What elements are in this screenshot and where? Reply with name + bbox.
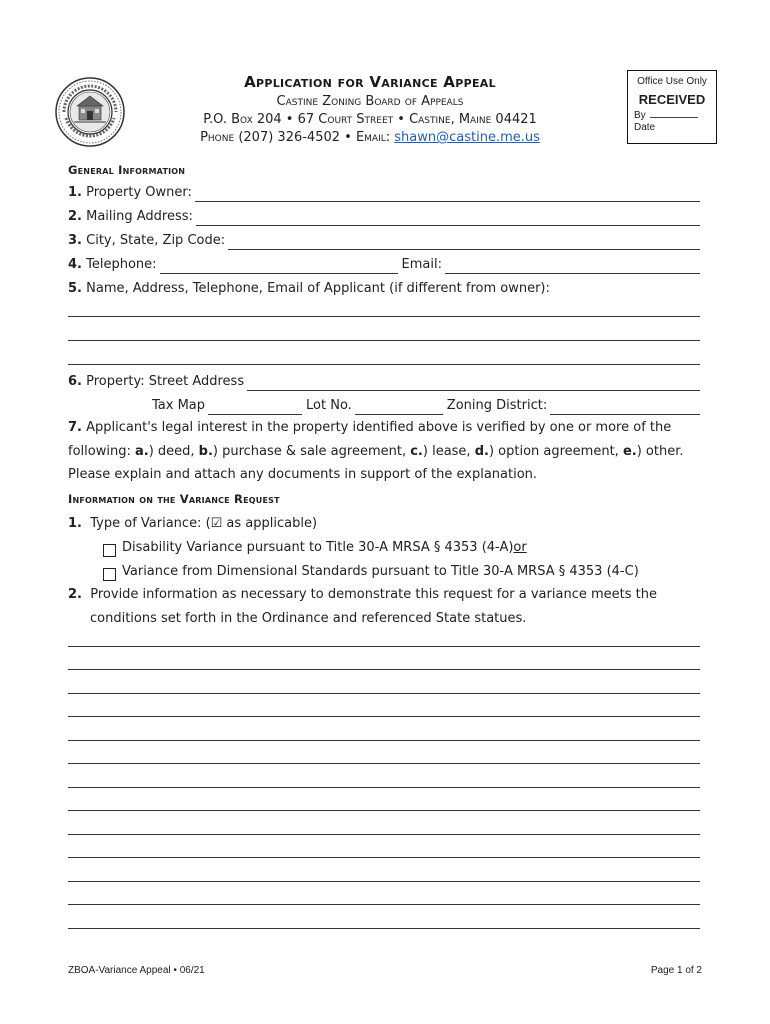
q5-number: 5. bbox=[68, 281, 82, 296]
disability-variance-label: Disability Variance pursuant to Title 30-A MRSA § 4353 (4-A) bbox=[122, 540, 514, 555]
option-e-text: ) other. bbox=[636, 443, 684, 459]
response-line-12[interactable] bbox=[68, 904, 700, 905]
variance-type-row bbox=[68, 515, 700, 533]
response-line-4[interactable] bbox=[68, 716, 700, 717]
applicant-line-1[interactable] bbox=[68, 316, 700, 317]
phone-number: (207) 326-4502 • bbox=[234, 130, 356, 145]
street-address-label: Property: Street Address bbox=[86, 374, 245, 389]
response-line-1[interactable] bbox=[68, 646, 700, 647]
mailing-address-row bbox=[68, 208, 700, 226]
response-line-11[interactable] bbox=[68, 881, 700, 882]
office-date-label: Date bbox=[634, 122, 656, 133]
provide-info-paragraph bbox=[68, 583, 700, 630]
legal-interest-line-3: Please explain and attach any documents in support of the explanation. bbox=[68, 467, 538, 482]
provide-info-line-2: conditions set forth in the Ordinance and referenced State statues. bbox=[90, 610, 527, 626]
legal-interest-paragraph bbox=[68, 416, 700, 487]
option-c-text: ) lease, bbox=[422, 443, 475, 459]
telephone-row bbox=[68, 256, 700, 274]
lot-no-label: Lot No. bbox=[306, 398, 352, 413]
legal-interest-text: Applicant's legal interest in the property identified above is verified by one or more of the bbox=[86, 420, 672, 435]
option-b-letter: b. bbox=[198, 443, 213, 459]
lot-no-field[interactable] bbox=[355, 401, 443, 415]
option-b-text: ) purchase & sale agreement, bbox=[212, 443, 411, 459]
response-line-7[interactable] bbox=[68, 787, 700, 788]
tax-map-field[interactable] bbox=[208, 401, 302, 415]
office-by-label: By bbox=[634, 110, 646, 121]
response-line-5[interactable] bbox=[68, 740, 700, 741]
response-line-8[interactable] bbox=[68, 810, 700, 811]
telephone-field[interactable] bbox=[160, 260, 398, 274]
mailing-address-label: Mailing Address: bbox=[86, 209, 193, 224]
email-label: Email: bbox=[355, 130, 395, 145]
form-id: ZBOA-Variance Appeal • 06/21 bbox=[68, 965, 205, 976]
or-text: or bbox=[513, 540, 527, 555]
office-use-label: Office Use Only bbox=[637, 76, 707, 87]
office-by-field[interactable] bbox=[650, 109, 698, 118]
board-name: Castine Zoning Board of Appeals bbox=[276, 94, 464, 109]
contact-line bbox=[150, 129, 590, 147]
office-date-line bbox=[634, 122, 710, 134]
city-state-zip-field[interactable] bbox=[228, 236, 700, 250]
legal-interest-line-1 bbox=[68, 416, 700, 440]
document-header bbox=[150, 72, 590, 147]
option-d-letter: d. bbox=[474, 443, 489, 459]
response-line-10[interactable] bbox=[68, 857, 700, 858]
q4-number: 4. bbox=[68, 257, 82, 272]
property-owner-field[interactable] bbox=[195, 188, 700, 202]
option-a-letter: a. bbox=[134, 443, 149, 459]
dimensional-variance-option bbox=[103, 563, 700, 581]
email-field-label: Email: bbox=[401, 257, 442, 272]
option-c-letter: c. bbox=[410, 443, 423, 459]
variance-type-label: Type of Variance: (☑ as applicable) bbox=[90, 516, 318, 531]
telephone-label: Telephone: bbox=[86, 257, 157, 272]
zoning-district-field[interactable] bbox=[550, 401, 700, 415]
page-number: Page 1 of 2 bbox=[650, 965, 702, 976]
following-text: following: bbox=[68, 443, 135, 459]
applicant-line-3[interactable] bbox=[68, 364, 700, 365]
disability-variance-checkbox[interactable] bbox=[103, 544, 116, 557]
response-line-6[interactable] bbox=[68, 763, 700, 764]
dimensional-variance-checkbox[interactable] bbox=[103, 568, 116, 581]
disability-variance-option bbox=[103, 539, 700, 557]
legal-interest-line-2 bbox=[68, 440, 700, 464]
city-state-zip-row bbox=[68, 232, 700, 250]
property-street-row bbox=[68, 373, 700, 391]
q6-number: 6. bbox=[68, 374, 82, 389]
response-line-2[interactable] bbox=[68, 669, 700, 670]
general-info-heading: General Information bbox=[68, 163, 186, 177]
applicant-row bbox=[68, 280, 700, 298]
response-line-13[interactable] bbox=[68, 928, 700, 929]
option-a-text: ) deed, bbox=[148, 443, 199, 459]
response-line-3[interactable] bbox=[68, 693, 700, 694]
phone-label: Phone bbox=[200, 130, 235, 145]
q2-number: 2. bbox=[68, 209, 82, 224]
response-line-9[interactable] bbox=[68, 834, 700, 835]
city-state-zip-label: City, State, Zip Code: bbox=[86, 233, 226, 248]
v2-number: 2. bbox=[68, 587, 82, 602]
tax-map-label: Tax Map bbox=[152, 398, 206, 413]
v1-number: 1. bbox=[68, 516, 82, 531]
zoning-district-label: Zoning District: bbox=[446, 398, 548, 413]
option-e-letter: e. bbox=[622, 443, 637, 459]
provide-info-text: Provide information as necessary to demonstrate this request for a variance meets the bbox=[90, 587, 657, 602]
provide-info-line-1 bbox=[68, 583, 700, 607]
property-owner-label: Property Owner: bbox=[86, 185, 192, 200]
option-d-text: ) option agreement, bbox=[488, 443, 623, 459]
mailing-address: P.O. Box 204 • 67 Court Street • Castine, Maine 04421 bbox=[203, 112, 537, 127]
town-seal-icon bbox=[54, 76, 126, 148]
mailing-address-field[interactable] bbox=[196, 212, 700, 226]
office-by-line bbox=[634, 109, 710, 122]
property-details-row bbox=[152, 397, 700, 415]
office-use-box bbox=[627, 70, 717, 144]
email-link[interactable]: shawn@castine.me.us bbox=[394, 130, 540, 145]
street-address-field[interactable] bbox=[247, 377, 700, 391]
received-stamp: RECEIVED bbox=[638, 92, 706, 107]
email-field[interactable] bbox=[445, 260, 700, 274]
applicant-line-2[interactable] bbox=[68, 340, 700, 341]
q3-number: 3. bbox=[68, 233, 82, 248]
dimensional-variance-label: Variance from Dimensional Standards pursuant to Title 30-A MRSA § 4353 (4-C) bbox=[122, 564, 639, 579]
q1-number: 1. bbox=[68, 185, 82, 200]
q7-number: 7. bbox=[68, 420, 82, 435]
applicant-label: Name, Address, Telephone, Email of Applicant (if different from owner): bbox=[86, 281, 550, 296]
variance-info-heading: Information on the Variance Request bbox=[68, 492, 280, 506]
page-title: Application for Variance Appeal bbox=[244, 73, 496, 91]
property-owner-row bbox=[68, 184, 700, 202]
